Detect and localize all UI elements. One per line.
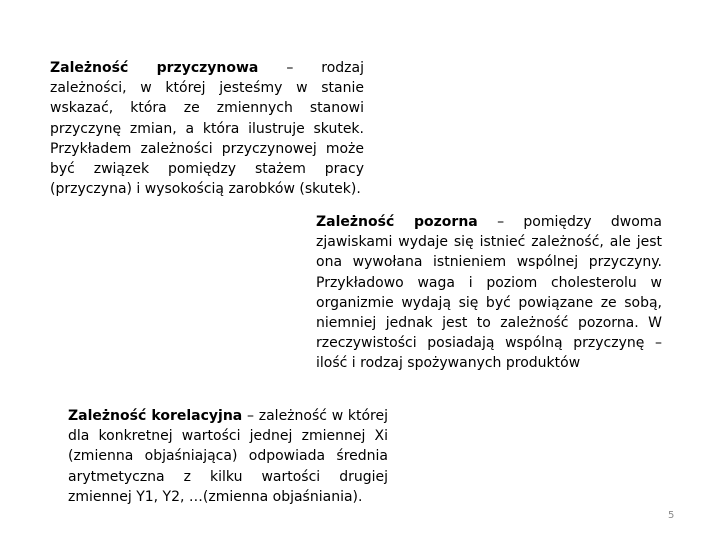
definition-text-spurious-dependency: – pomiędzy dwoma zjawiskami wydaje się istnieć zależność, ale jest ona wywołana istnieniem wspólnej przyczyny. Przykładowo waga i poziom cholesterolu w organizmie wydają się być powiązane ze sobą, niemniej jednak jest to zależność pozorna. W rzeczywistości posiadają wspólną przyczynę – ilość i rodzaj spożywanych produktów	[316, 214, 662, 372]
definition-causal-dependency	[50, 58, 364, 199]
page-number: 5	[668, 510, 675, 521]
term-correlation-dependency: Zależność korelacyjna	[68, 408, 243, 424]
definition-correlation-dependency	[68, 406, 388, 507]
term-causal-dependency: Zależność przyczynowa	[50, 60, 259, 76]
term-spurious-dependency: Zależność pozorna	[316, 214, 478, 230]
definition-text-correlation-dependency: – zależność w której dla konkretnej wartości jednej zmiennej Xi (zmienna objaśniająca) odpowiada średnia arytmetyczna z kilku wartości drugiej zmiennej Y1, Y2, …(zmienna objaśniania).	[68, 408, 389, 505]
definition-spurious-dependency	[316, 212, 662, 374]
definition-text-causal-dependency: – rodzaj zależności, w której jesteśmy w stanie wskazać, która ze zmiennych stanowi przyczynę zmian, a która ilustruje skutek. Przykładem zależności przyczynowej może być związek pomiędzy stażem pracy (przyczyna) i wysokością zarobków (skutek).	[50, 60, 364, 198]
